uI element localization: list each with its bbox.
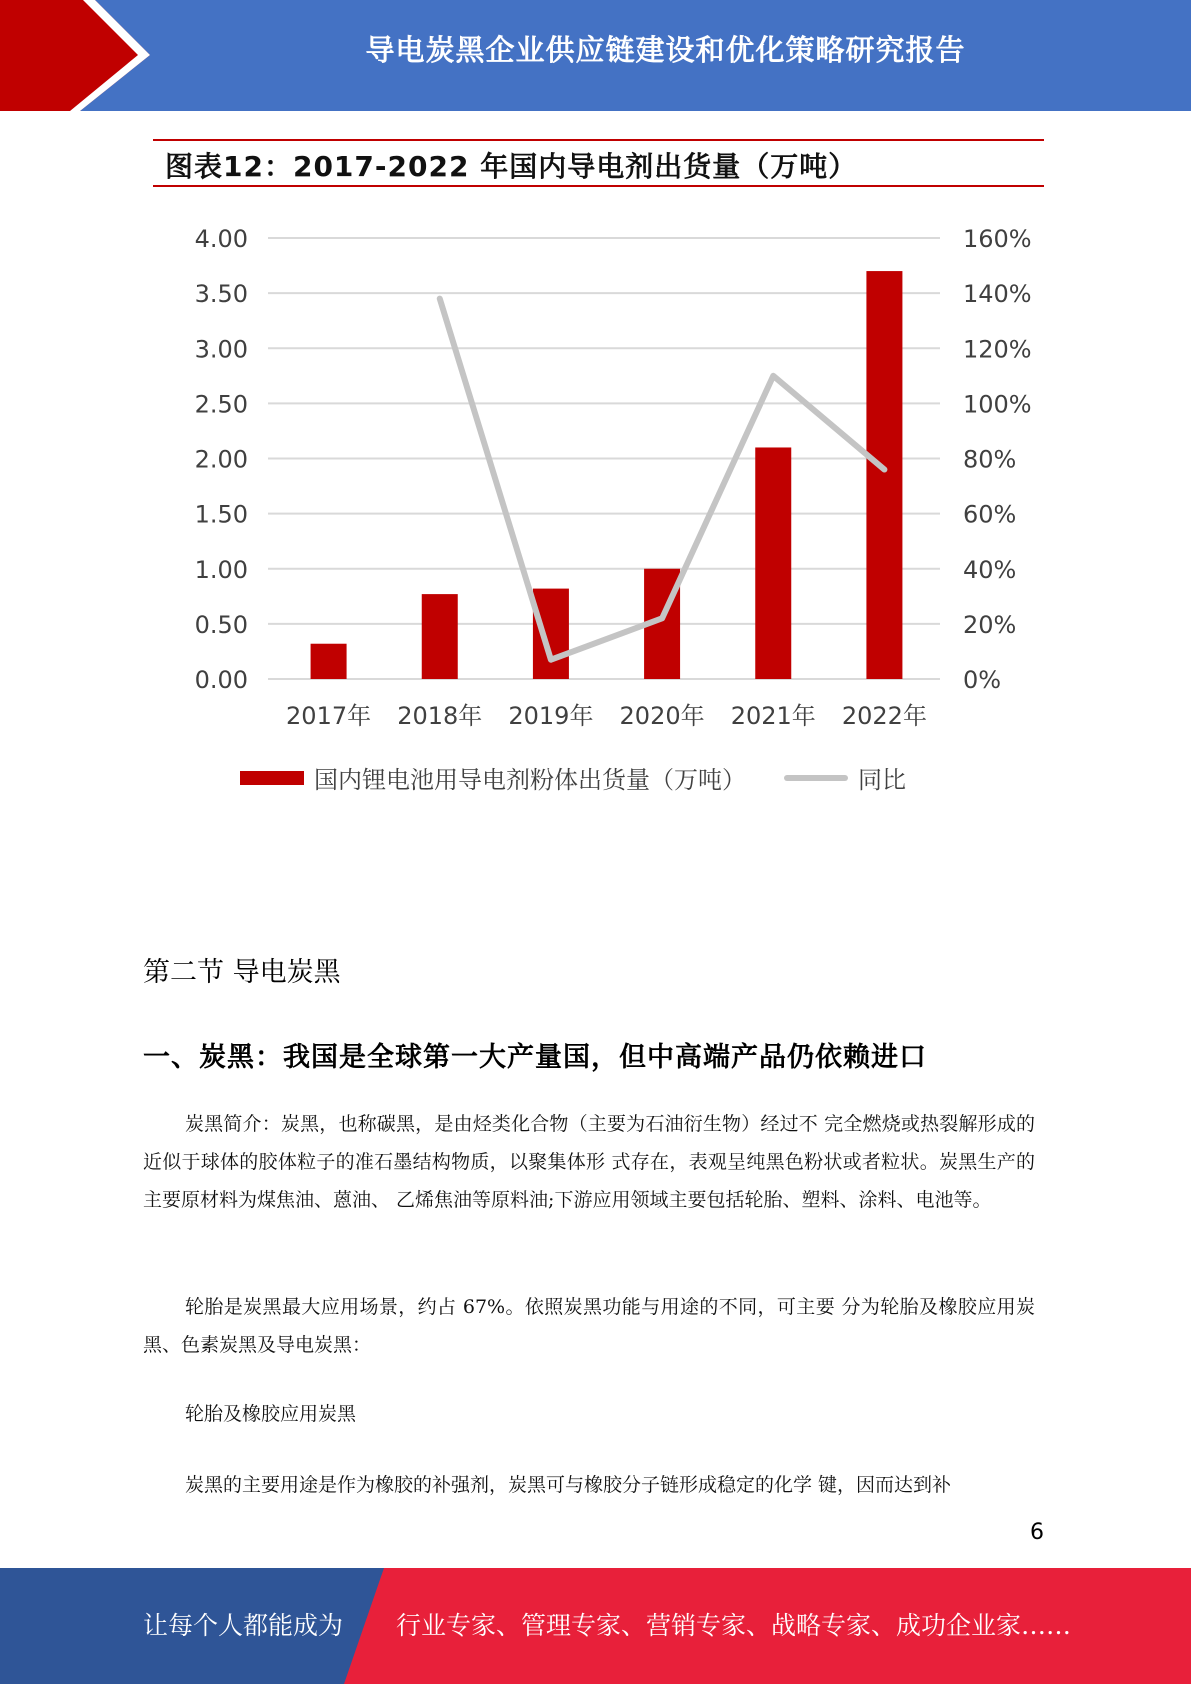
y-left-tick-label: 0.50 [194, 610, 248, 639]
paragraph-intro: 炭黑简介：炭黑，也称碳黑，是由烃类化合物（主要为石油衍生物）经过不 完全燃烧或热裂解形成的近似于球体的胶体粒子的准石墨结构物质，以聚集体形 式存在，表观呈纯黑色粉状或者粒状。炭黑生产的主要原材料为煤焦油、蒽油、 乙烯焦油等原料油;下游应用领域主要包括轮胎、塑料、涂料、电池等。 [143, 1113, 1035, 1211]
paragraph-usage: 炭黑的主要用途是作为橡胶的补强剂，炭黑可与橡胶分子链形成稳定的化学 键，因而达到补 [185, 1474, 952, 1496]
footer-slogan-right: 行业专家、管理专家、营销专家、战略专家、成功企业家…… [396, 1611, 1072, 1640]
x-tick-label: 2021年 [730, 702, 816, 730]
bar [755, 447, 791, 679]
x-tick-label: 2022年 [841, 702, 927, 730]
caption-bottom-rule [153, 185, 1044, 187]
y-right-tick-label: 160% [963, 225, 1032, 253]
bar [866, 271, 902, 679]
footer-bar [0, 1568, 1191, 1684]
y-left-tick-label: 1.00 [194, 555, 248, 584]
y-left-tick-label: 4.00 [194, 225, 248, 253]
yoy-point [550, 659, 551, 660]
header-bar [0, 0, 1191, 111]
x-tick-label: 2017年 [286, 702, 372, 730]
chart-legend [240, 760, 906, 795]
y-right-tick-label: 120% [963, 335, 1032, 364]
caption-top-rule [153, 139, 1044, 141]
x-tick-label: 2018年 [397, 702, 483, 730]
bar [311, 644, 347, 679]
y-right-tick-label: 60% [963, 500, 1017, 529]
y-left-tick-label: 0.00 [194, 666, 248, 694]
y-left-tick-label: 1.50 [194, 500, 248, 529]
y-right-tick-label: 80% [963, 445, 1017, 474]
y-left-tick-label: 3.50 [194, 280, 248, 309]
legend-line-swatch [784, 775, 848, 781]
y-left-tick-label: 3.00 [194, 335, 248, 364]
legend-line-label: 同比 [858, 766, 906, 794]
section-title: 第二节 导电炭黑 [143, 957, 341, 988]
figure-caption: 图表12：2017-2022 年国内导电剂出货量（万吨） [165, 150, 858, 183]
paragraph-tires: 轮胎是炭黑最大应用场景，约占 67%。依照炭黑功能与用途的不同，可主要 分为轮胎及橡胶应用炭黑、色素炭黑及导电炭黑： [143, 1296, 1035, 1356]
yoy-point [773, 375, 774, 376]
page-number: 6 [1030, 1520, 1044, 1545]
footer-slogan-left: 让每个人都能成为 [143, 1611, 344, 1640]
bar [533, 589, 569, 679]
y-right-tick-label: 0% [963, 666, 1002, 694]
yoy-point [884, 469, 885, 470]
y-left-tick-label: 2.00 [194, 445, 248, 474]
shipment-chart [160, 205, 1040, 745]
header-arrow-decoration [0, 0, 160, 111]
y-right-tick-label: 20% [963, 610, 1017, 639]
yoy-point [439, 298, 440, 299]
section-subtitle: 一、炭黑：我国是全球第一大产量国，但中高端产品仍依赖进口 [143, 1042, 927, 1073]
x-tick-label: 2019年 [508, 702, 594, 730]
x-tick-label: 2020年 [619, 702, 705, 730]
bar [422, 594, 458, 679]
legend-bar-swatch [240, 771, 304, 785]
y-right-tick-label: 140% [963, 280, 1032, 309]
yoy-point [662, 618, 663, 619]
legend-bar-label: 国内锂电池用导电剂粉体出货量（万吨） [314, 766, 746, 794]
y-right-tick-label: 100% [963, 390, 1032, 419]
paragraph-heading-rubber: 轮胎及橡胶应用炭黑 [185, 1403, 357, 1425]
report-title: 导电炭黑企业供应链建设和优化策略研究报告 [365, 33, 966, 67]
y-right-tick-label: 40% [963, 555, 1017, 584]
y-left-tick-label: 2.50 [194, 390, 248, 419]
